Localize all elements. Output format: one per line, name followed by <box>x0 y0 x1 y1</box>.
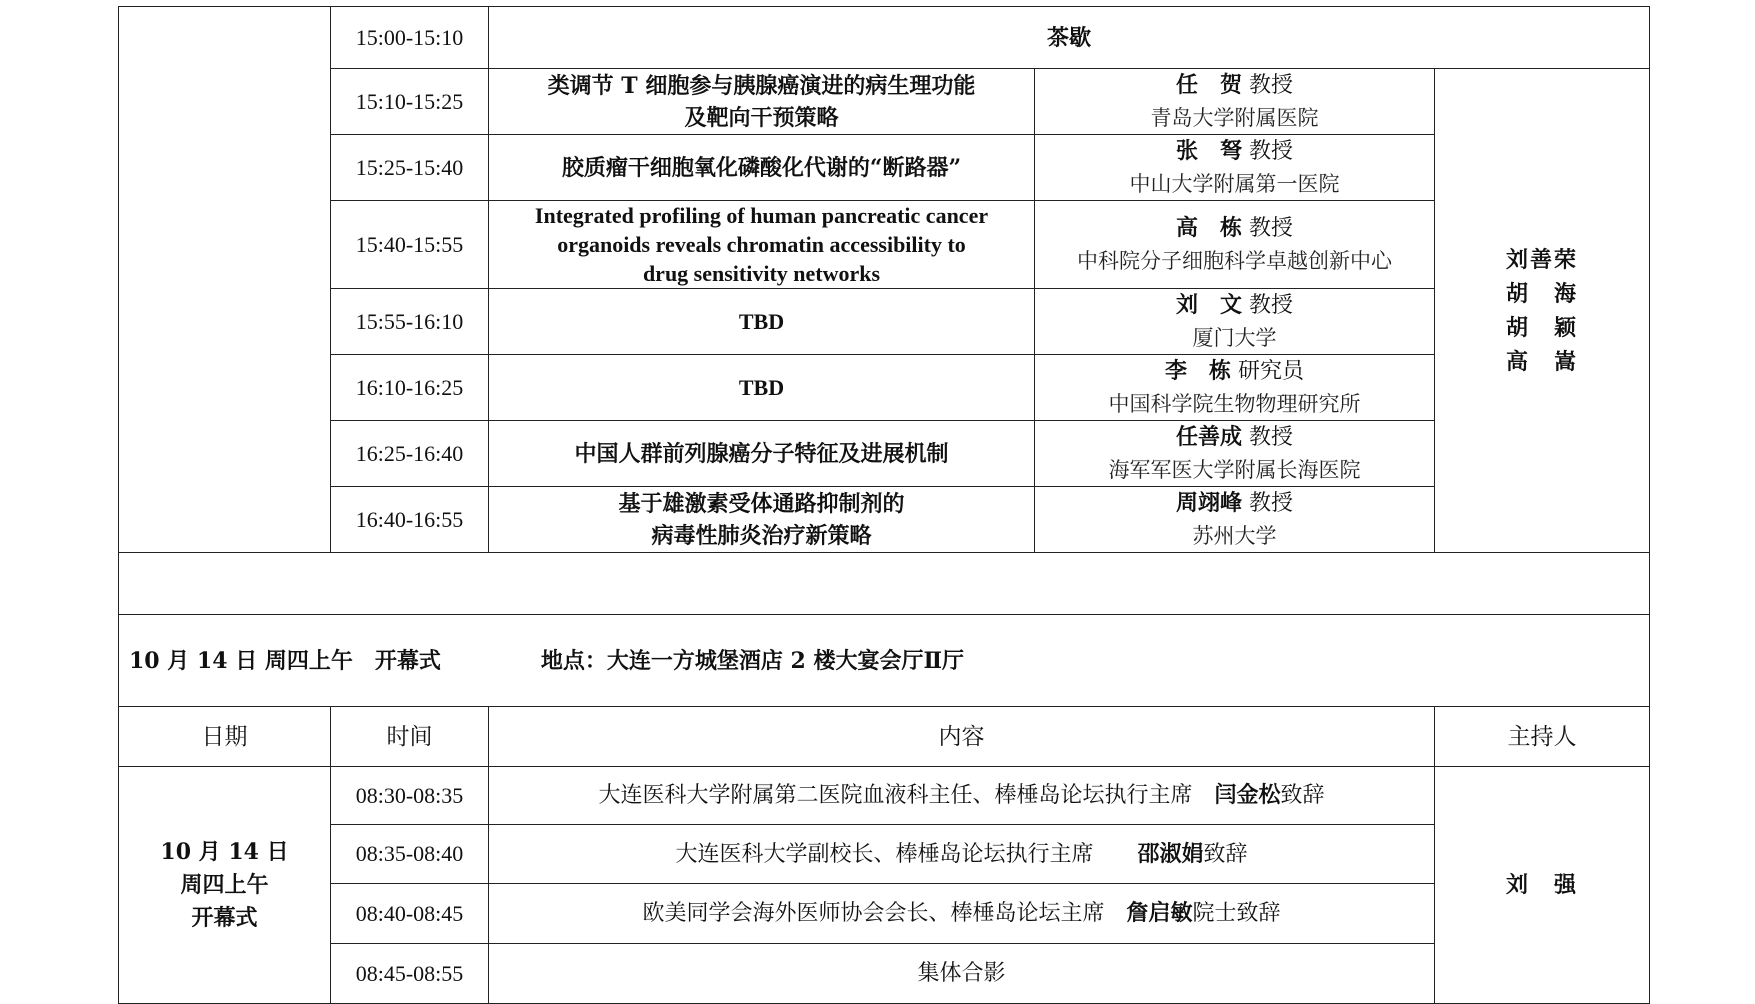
table-row <box>119 69 1650 135</box>
speaker-affiliation: 海军军医大学附属长海医院 <box>1108 458 1361 482</box>
session-label: 10 月 14 日 周四上午 开幕式 <box>129 647 441 674</box>
table-row <box>119 487 1650 553</box>
time-cell: 15:40-15:55 <box>331 201 489 289</box>
speech-cell: 大连医科大学副校长、棒棰岛论坛执行主席 邵淑娟致辞 <box>489 825 1435 884</box>
host-name: 高 嵩 <box>1505 348 1578 375</box>
speech-cell: 大连医科大学附属第二医院血液科主任、棒棰岛论坛执行主席 闫金松致辞 <box>489 767 1435 825</box>
time-cell: 16:25-16:40 <box>331 421 489 487</box>
date-cell: 10 月 14 日 周四上午 开幕式 <box>119 767 331 1004</box>
hosts-cell <box>1435 69 1650 553</box>
speaker-title: 教授 <box>1249 491 1294 516</box>
table-row <box>119 135 1650 201</box>
speaker-name: 詹启敏 <box>1126 900 1193 926</box>
table-row <box>119 201 1650 289</box>
talk-title: TBD <box>489 355 1035 421</box>
time-cell: 15:25-15:40 <box>331 135 489 201</box>
time-cell: 08:35-08:40 <box>331 825 489 884</box>
time-cell: 08:40-08:45 <box>331 884 489 944</box>
speaker-name: 周翊峰 <box>1175 490 1242 516</box>
speaker-title: 教授 <box>1249 139 1294 164</box>
host-name: 胡 海 <box>1505 280 1578 307</box>
agenda-document <box>118 6 1649 1004</box>
time-cell: 15:55-16:10 <box>331 289 489 355</box>
host-name: 胡 颖 <box>1505 314 1578 341</box>
talk-title: 类调节 T 细胞参与胰腺癌演进的病生理功能 及靶向干预策略 <box>489 69 1035 135</box>
speaker-name: 任善成 <box>1175 424 1242 450</box>
speech-cell: 欧美同学会海外医师协会会长、棒棰岛论坛主席 詹启敏院士致辞 <box>489 884 1435 944</box>
table-row <box>119 7 1650 69</box>
speech-cell: 集体合影 <box>489 944 1435 1004</box>
speaker-name: 高 栋 <box>1175 215 1242 241</box>
speaker-title: 教授 <box>1249 73 1294 98</box>
host-cell: 刘 强 <box>1435 767 1650 1004</box>
speaker-name: 张 弩 <box>1175 138 1242 164</box>
speaker-affiliation: 中国科学院生物物理研究所 <box>1108 392 1361 416</box>
speaker-title: 教授 <box>1249 293 1294 318</box>
header-time: 时间 <box>331 707 489 767</box>
speaker-title: 研究员 <box>1238 359 1305 384</box>
session-info-row <box>119 615 1650 707</box>
speaker-cell <box>1035 355 1435 421</box>
speaker-title: 教授 <box>1249 216 1294 241</box>
session-info-cell <box>119 615 1650 707</box>
time-cell: 16:10-16:25 <box>331 355 489 421</box>
empty-cell <box>119 553 1650 615</box>
date-cell-empty <box>119 7 331 553</box>
speaker-name: 刘 文 <box>1175 292 1242 318</box>
talk-title: TBD <box>489 289 1035 355</box>
speaker-cell <box>1035 487 1435 553</box>
talk-title: 胶质瘤干细胞氧化磷酸化代谢的“断路器” <box>489 135 1035 201</box>
talk-title: 基于雄激素受体通路抑制剂的 病毒性肺炎治疗新策略 <box>489 487 1035 553</box>
spacer-row <box>119 553 1650 615</box>
host-name: 刘善荣 <box>1505 246 1578 273</box>
speaker-affiliation: 厦门大学 <box>1192 326 1277 350</box>
speaker-name: 李 栋 <box>1164 358 1231 384</box>
time-cell: 16:40-16:55 <box>331 487 489 553</box>
header-date: 日期 <box>119 707 331 767</box>
table-row <box>119 884 1650 944</box>
table-row <box>119 825 1650 884</box>
speaker-name: 任 贺 <box>1175 72 1242 98</box>
header-row <box>119 707 1650 767</box>
table-row <box>119 355 1650 421</box>
speaker-name: 闫金松 <box>1214 782 1281 808</box>
table-row <box>119 767 1650 825</box>
speaker-affiliation: 中科院分子细胞科学卓越创新中心 <box>1077 249 1392 273</box>
table-row <box>119 289 1650 355</box>
table-row <box>119 421 1650 487</box>
talk-title: Integrated profiling of human pancreatic cancer organoids reveals chromatin accessibility to drug sensitivity networks <box>489 201 1035 289</box>
speaker-affiliation: 中山大学附属第一医院 <box>1129 172 1340 196</box>
speaker-cell <box>1035 135 1435 201</box>
time-cell: 15:00-15:10 <box>331 7 489 69</box>
speaker-cell <box>1035 289 1435 355</box>
speaker-name: 邵淑娟 <box>1137 840 1204 867</box>
speaker-cell <box>1035 69 1435 135</box>
table-row <box>119 944 1650 1004</box>
speaker-title: 教授 <box>1249 425 1294 450</box>
speaker-cell <box>1035 421 1435 487</box>
header-content: 内容 <box>489 707 1435 767</box>
agenda-table <box>118 6 1650 1004</box>
time-cell: 08:30-08:35 <box>331 767 489 825</box>
time-cell: 15:10-15:25 <box>331 69 489 135</box>
speaker-cell <box>1035 201 1435 289</box>
header-host: 主持人 <box>1435 707 1650 767</box>
time-cell: 08:45-08:55 <box>331 944 489 1004</box>
talk-title: 中国人群前列腺癌分子特征及进展机制 <box>489 421 1035 487</box>
session-venue: 地点：大连一方城堡酒店 2 楼大宴会厅Ⅱ厅 <box>540 647 965 674</box>
speaker-affiliation: 苏州大学 <box>1192 524 1277 548</box>
tea-break-cell: 茶歇 <box>489 7 1650 69</box>
speaker-affiliation: 青岛大学附属医院 <box>1150 106 1319 130</box>
